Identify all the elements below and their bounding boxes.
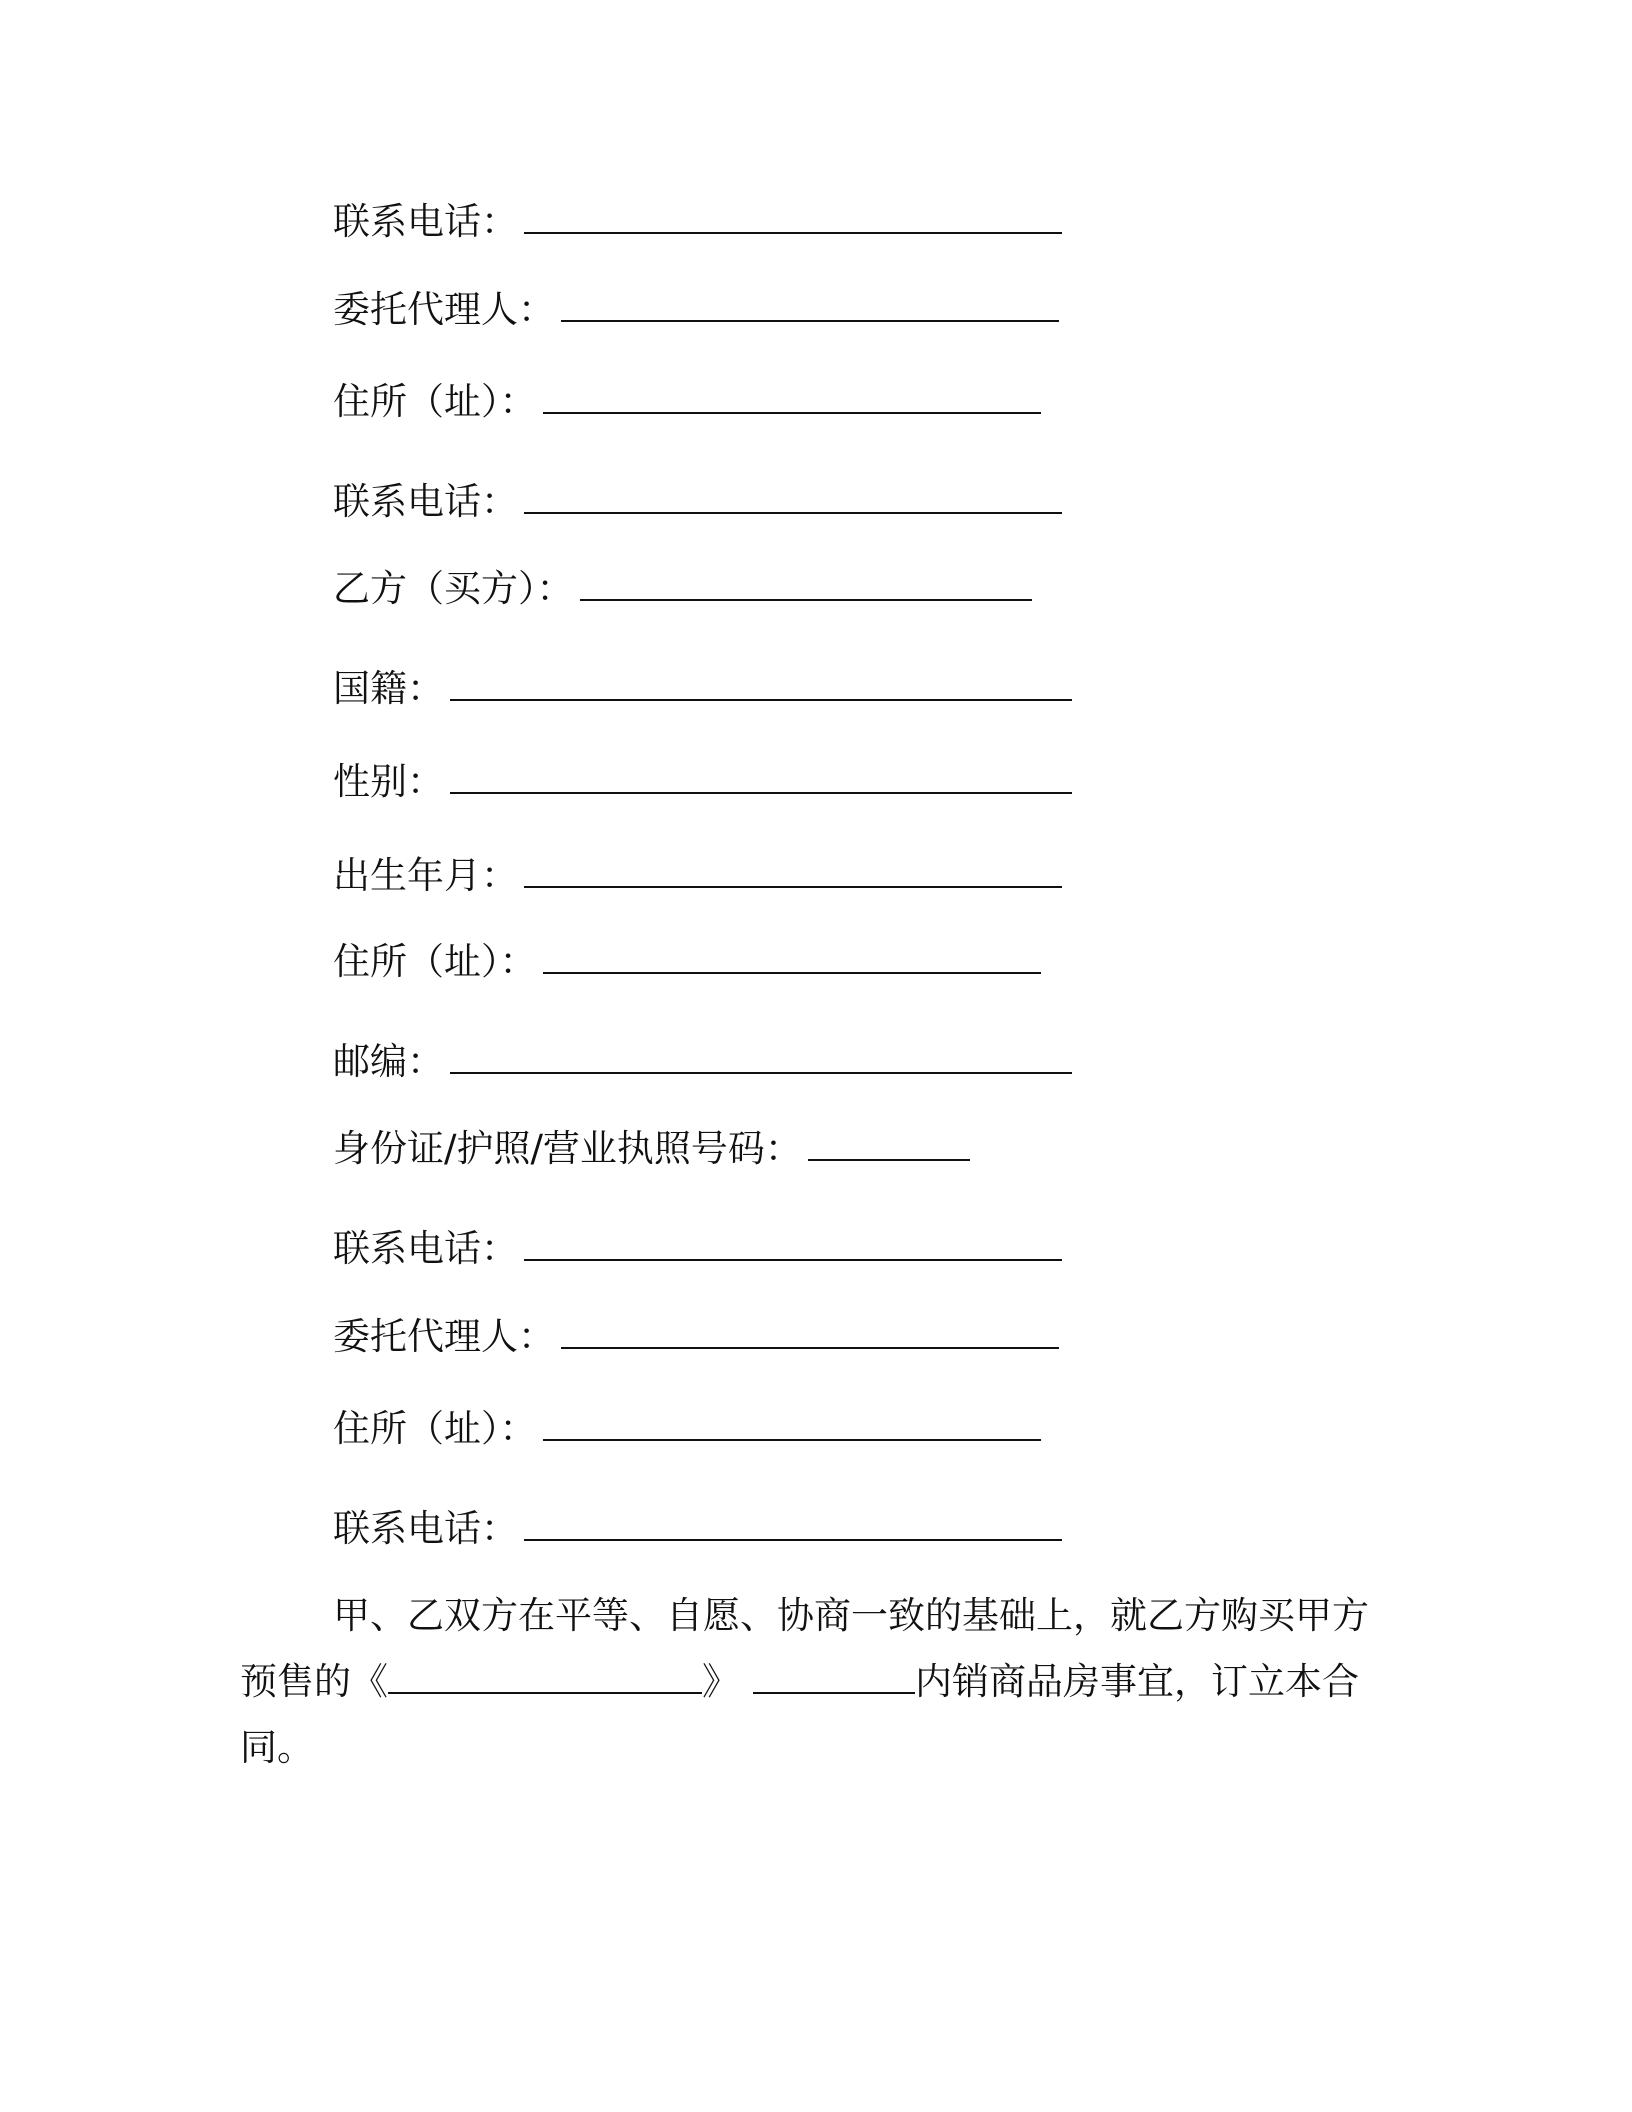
field-label: 联系电话： bbox=[333, 1507, 518, 1550]
field-blank bbox=[543, 382, 1041, 414]
field-birth-date bbox=[333, 854, 1062, 898]
field-agent-1 bbox=[333, 288, 1059, 332]
paragraph-text-1: 甲、乙双方在平等、自愿、协商一致的基础上，就乙方购买甲方 bbox=[333, 1594, 1369, 1637]
field-blank bbox=[561, 290, 1059, 322]
field-label: 邮编： bbox=[333, 1040, 444, 1083]
field-blank bbox=[543, 1409, 1041, 1441]
field-blank bbox=[524, 1509, 1062, 1541]
paragraph-line-3 bbox=[240, 1715, 1400, 1781]
field-blank bbox=[450, 669, 1072, 701]
field-agent-2 bbox=[333, 1315, 1059, 1359]
unit-blank bbox=[753, 1662, 915, 1694]
field-address-2 bbox=[333, 940, 1041, 984]
field-label: 联系电话： bbox=[333, 200, 518, 243]
paragraph-line-1 bbox=[240, 1583, 1400, 1649]
field-blank bbox=[524, 856, 1062, 888]
field-label: 联系电话： bbox=[333, 480, 518, 523]
field-blank bbox=[450, 1042, 1072, 1074]
field-label: 委托代理人： bbox=[333, 288, 555, 331]
paragraph-text-2c: 内销商品房事宜，订立本合 bbox=[915, 1660, 1359, 1703]
field-blank bbox=[524, 202, 1062, 234]
field-contact-phone-2 bbox=[333, 480, 1062, 524]
field-blank bbox=[524, 1229, 1062, 1261]
field-label: 出生年月： bbox=[333, 854, 518, 897]
field-blank bbox=[561, 1317, 1059, 1349]
field-contact-phone-4 bbox=[333, 1507, 1062, 1551]
field-label: 乙方（买方）： bbox=[333, 567, 574, 610]
field-blank bbox=[543, 942, 1041, 974]
field-gender bbox=[333, 760, 1072, 804]
field-contact-phone-1 bbox=[333, 200, 1062, 244]
field-nationality bbox=[333, 667, 1072, 711]
field-label: 住所（址）： bbox=[333, 1407, 537, 1450]
field-label: 联系电话： bbox=[333, 1227, 518, 1270]
field-postcode bbox=[333, 1040, 1072, 1084]
field-blank bbox=[524, 482, 1062, 514]
paragraph-text-3: 同。 bbox=[240, 1726, 314, 1769]
project-name-blank bbox=[388, 1662, 702, 1694]
field-address-3 bbox=[333, 1407, 1041, 1451]
field-id-number bbox=[333, 1127, 970, 1171]
field-blank bbox=[580, 569, 1032, 601]
field-label: 委托代理人： bbox=[333, 1315, 555, 1358]
field-blank bbox=[808, 1129, 970, 1161]
field-label: 性别： bbox=[333, 760, 444, 803]
field-label: 身份证/护照/营业执照号码： bbox=[333, 1127, 802, 1170]
field-address-1 bbox=[333, 380, 1041, 424]
field-contact-phone-3 bbox=[333, 1227, 1062, 1271]
paragraph-text-2b: 》 bbox=[702, 1660, 739, 1703]
contract-paragraph bbox=[240, 1583, 1400, 1781]
field-party-b-buyer bbox=[333, 567, 1032, 611]
paragraph-line-2 bbox=[240, 1649, 1400, 1715]
field-blank bbox=[450, 762, 1072, 794]
field-label: 国籍： bbox=[333, 667, 444, 710]
paragraph-text-2a: 预售的《 bbox=[240, 1660, 388, 1703]
field-label: 住所（址）： bbox=[333, 380, 537, 423]
field-label: 住所（址）： bbox=[333, 940, 537, 983]
